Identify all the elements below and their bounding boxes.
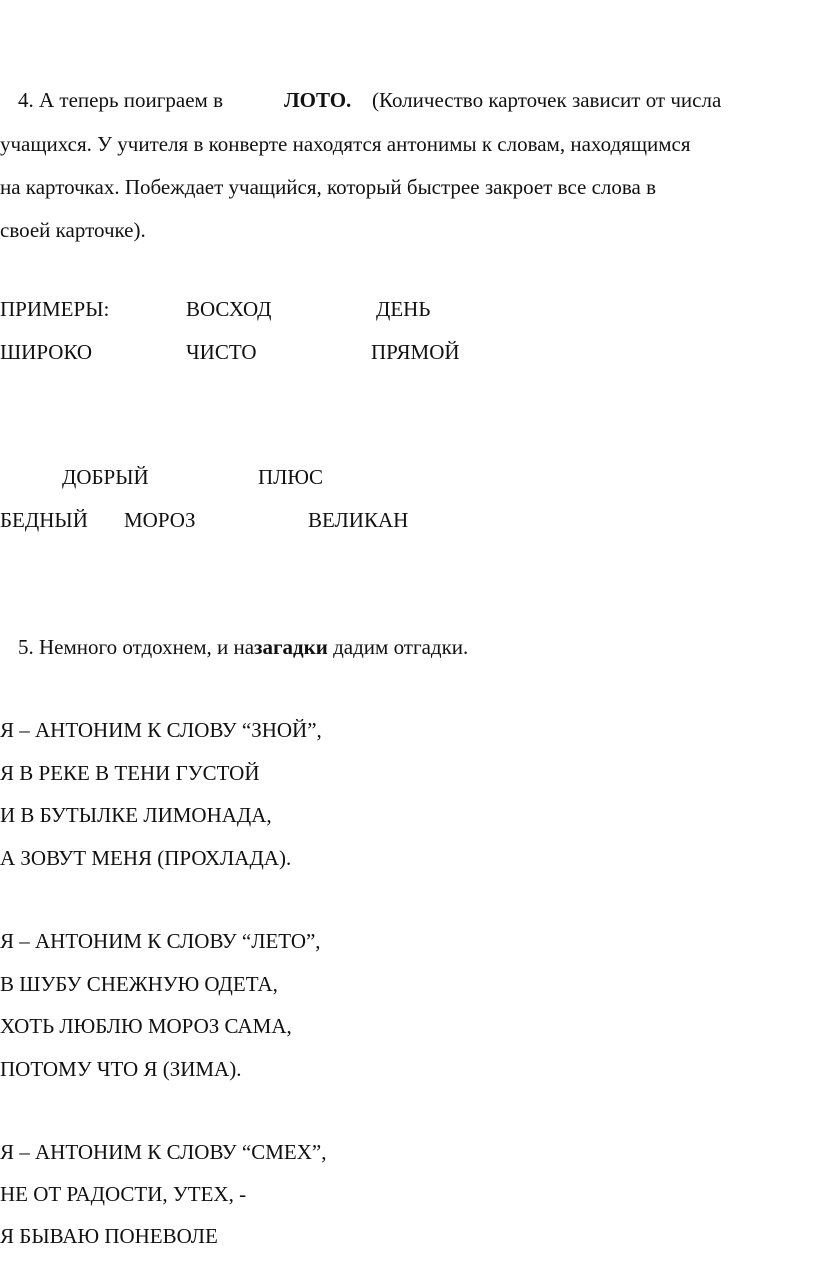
task5-pre: 5. Немного отдохнем, и на [18, 635, 255, 659]
riddle-1-line: Я – АНТОНИМ К СЛОВУ “ЗНОЙ”, [0, 718, 322, 742]
example-word: ПЛЮС [258, 465, 323, 489]
example-word: ВОСХОД [186, 297, 272, 321]
example-word: ШИРОКО [0, 340, 93, 364]
riddle-1-line: А ЗОВУТ МЕНЯ (ПРОХЛАДА). [0, 846, 292, 870]
task4-line-1-rest: (Количество карточек зависит от числа [372, 88, 722, 112]
example-word: МОРОЗ [124, 508, 196, 532]
riddle-2-line: ПОТОМУ ЧТО Я (ЗИМА). [0, 1057, 242, 1081]
riddles-word: загадки [254, 635, 328, 659]
riddle-2-line: ХОТЬ ЛЮБЛЮ МОРОЗ САМА, [0, 1014, 292, 1038]
task5-post: дадим отгадки. [333, 635, 469, 659]
examples-label: ПРИМЕРЫ: [0, 297, 110, 321]
task4-line-3: на карточках. Побеждает учащийся, который быстрее закроет все слова в [0, 175, 657, 199]
riddle-2-line: В ШУБУ СНЕЖНУЮ ОДЕТА, [0, 972, 278, 996]
example-word: ВЕЛИКАН [308, 508, 409, 532]
loto-title: ЛОТО. [284, 88, 352, 112]
riddle-3-line: НЕ ОТ РАДОСТИ, УТЕХ, - [0, 1182, 247, 1206]
example-word: ЧИСТО [186, 340, 257, 364]
riddle-2-line: Я – АНТОНИМ К СЛОВУ “ЛЕТО”, [0, 929, 321, 953]
task4-line-1 [18, 90, 223, 111]
example-word: ДЕНЬ [376, 297, 431, 321]
example-word: БЕДНЫЙ [0, 508, 88, 532]
task5-line [18, 637, 468, 658]
task4-intro: 4. А теперь поиграем в [18, 88, 223, 112]
riddle-3-line: Я – АНТОНИМ К СЛОВУ “СМЕХ”, [0, 1140, 327, 1164]
task4-line-2: учащихся. У учителя в конверте находятся антонимы к словам, находящимся [0, 132, 691, 156]
riddle-3-line: Я БЫВАЮ ПОНЕВОЛЕ [0, 1224, 218, 1248]
riddle-1-line: И В БУТЫЛКЕ ЛИМОНАДА, [0, 803, 272, 827]
example-word: ПРЯМОЙ [371, 340, 460, 364]
riddle-1-line: Я В РЕКЕ В ТЕНИ ГУСТОЙ [0, 761, 260, 785]
task4-line-4: своей карточке). [0, 218, 146, 242]
example-word: ДОБРЫЙ [62, 465, 149, 489]
